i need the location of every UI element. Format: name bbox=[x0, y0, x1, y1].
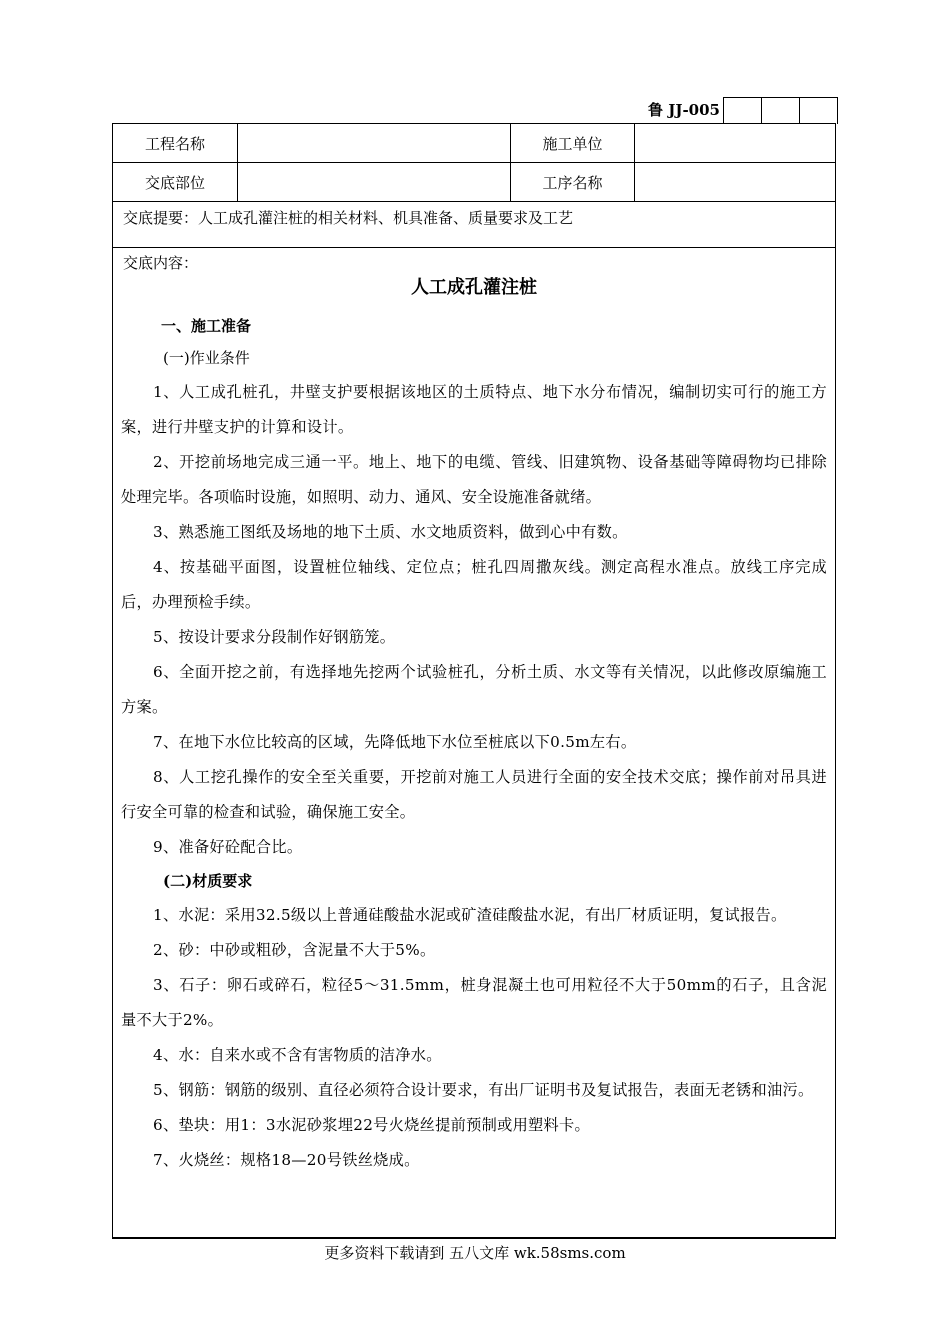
list-item: 2、开挖前场地完成三通一平。地上、地下的电缆、管线、旧建筑物、设备基础等障碍物均已排除处理完毕。各项临时设施，如照明、动力、通风、安全设施准备就绪。 bbox=[121, 453, 827, 506]
form-row-1 bbox=[113, 124, 835, 163]
list-item: 6、全面开挖之前，有选择地先挖两个试验桩孔，分析土质、水文等有关情况，以此修改原编施工方案。 bbox=[121, 663, 827, 716]
project-name-label: 工程名称 bbox=[113, 124, 238, 162]
code-box bbox=[724, 98, 762, 124]
list-item: 3、石子：卵石或碎石，粒径5～31.5mm，桩身混凝土也可用粒径不大于50mm的石子，且含泥量不大于2%。 bbox=[121, 976, 827, 1029]
project-name-value bbox=[238, 124, 511, 162]
process-label: 工序名称 bbox=[511, 163, 635, 201]
form-frame bbox=[112, 123, 836, 1239]
list-item: 5、钢筋：钢筋的级别、直径必须符合设计要求，有出厂证明书及复试报告，表面无老锈和油污。 bbox=[153, 1081, 814, 1099]
list-item: 2、砂：中砂或粗砂，含泥量不大于5%。 bbox=[153, 941, 436, 959]
content-label: 交底内容： bbox=[123, 254, 199, 272]
form-code: 鲁 JJ-005 bbox=[648, 101, 720, 119]
list-item: 4、水：自来水或不含有害物质的洁净水。 bbox=[153, 1046, 442, 1064]
list-item: 4、按基础平面图，设置桩位轴线、定位点；桩孔四周撒灰线。测定高程水准点。放线工序完成后，办理预检手续。 bbox=[121, 558, 827, 611]
list-item: 3、熟悉施工图纸及场地的地下土质、水文地质资料，做到心中有数。 bbox=[153, 523, 628, 541]
list-item: 1、人工成孔桩孔，井壁支护要根据该地区的土质特点、地下水分布情况，编制切实可行的施工方案，进行井壁支护的计算和设计。 bbox=[121, 383, 827, 436]
form-row-2 bbox=[113, 163, 835, 202]
list-item: 8、人工挖孔操作的安全至关重要，开挖前对施工人员进行全面的安全技术交底；操作前对吊具进行安全可靠的检查和试验，确保施工安全。 bbox=[121, 768, 827, 821]
code-boxes bbox=[723, 97, 838, 124]
list-item: 7、在地下水位比较高的区域，先降低地下水位至桩底以下0.5m左右。 bbox=[153, 733, 637, 751]
list-item: 6、垫块：用1：3水泥砂浆埋22号火烧丝提前预制或用塑料卡。 bbox=[153, 1116, 591, 1134]
content-area bbox=[113, 248, 835, 1178]
list-item: 9、准备好砼配合比。 bbox=[153, 838, 303, 856]
contractor-value bbox=[635, 124, 837, 162]
list-item: 1、水泥：采用32.5级以上普通硅酸盐水泥或矿渣硅酸盐水泥，有出厂材质证明，复试报告。 bbox=[153, 906, 787, 924]
contractor-label: 施工单位 bbox=[511, 124, 635, 162]
code-box bbox=[800, 98, 837, 124]
section-heading: 一、施工准备 bbox=[161, 317, 252, 335]
code-box bbox=[762, 98, 800, 124]
process-value bbox=[635, 163, 837, 201]
subsection-heading: (一)作业条件 bbox=[163, 349, 250, 367]
summary-text: 交底提要：人工成孔灌注桩的相关材料、机具准备、质量要求及工艺 bbox=[113, 202, 835, 248]
list-item: 7、火烧丝：规格18—20号铁丝烧成。 bbox=[153, 1151, 420, 1169]
list-item: 5、按设计要求分段制作好钢筋笼。 bbox=[153, 628, 396, 646]
location-value bbox=[238, 163, 511, 201]
document-title: 人工成孔灌注桩 bbox=[411, 277, 537, 298]
footer-text: 更多资料下载请到 五八文库 wk.58sms.com bbox=[324, 1244, 626, 1262]
subsection-heading: (二)材质要求 bbox=[163, 872, 253, 890]
location-label: 交底部位 bbox=[113, 163, 238, 201]
